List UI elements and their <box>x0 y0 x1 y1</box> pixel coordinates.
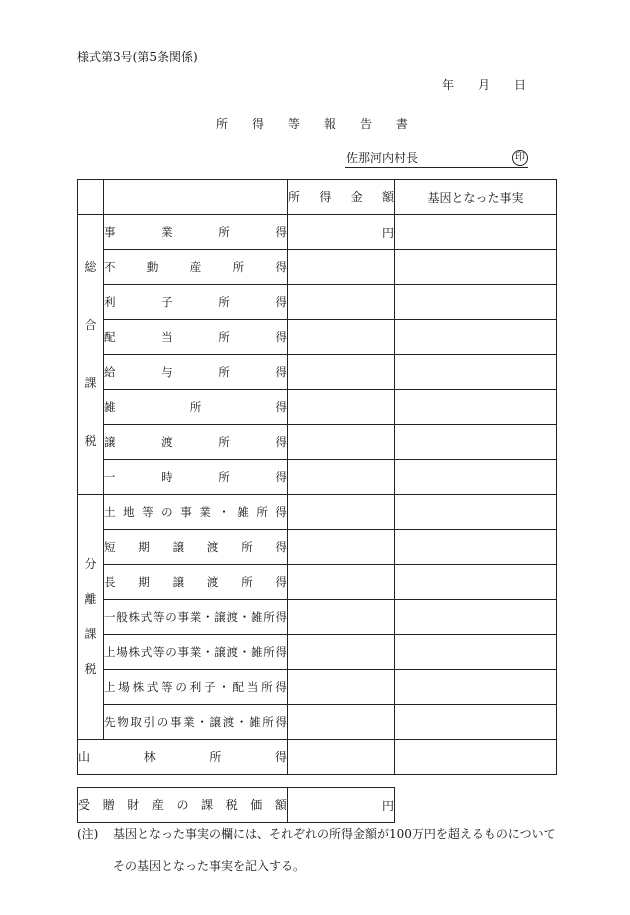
table-row <box>78 530 557 565</box>
glyph: 取 <box>130 715 142 729</box>
glyph: 等 <box>153 610 165 624</box>
glyph: 所 <box>189 400 202 414</box>
item-cell <box>104 705 288 740</box>
basis-cell <box>395 425 557 460</box>
table-row <box>78 705 557 740</box>
gift-label-cell <box>78 788 288 823</box>
glyph: 渡 <box>206 540 219 554</box>
item-label <box>104 260 287 274</box>
glyph: 土 <box>104 505 116 519</box>
glyph: 財 <box>127 798 140 812</box>
item-cell <box>104 460 288 495</box>
item-label <box>104 680 287 694</box>
table-row <box>78 320 557 355</box>
gift-label <box>78 798 287 812</box>
table-row <box>78 460 557 495</box>
glyph: 課 <box>84 376 97 391</box>
glyph: 一 <box>104 470 116 484</box>
year-label: 年 <box>442 78 455 92</box>
table-row <box>78 495 557 530</box>
glyph: 価 <box>250 798 263 812</box>
glyph: 得 <box>275 400 287 414</box>
glyph: 所 <box>218 435 230 449</box>
amount-cell <box>288 740 395 775</box>
amount-cell <box>288 390 395 425</box>
glyph: 地 <box>123 505 135 519</box>
glyph: 事 <box>177 610 189 624</box>
amount-cell <box>288 215 395 250</box>
item-cell <box>104 635 288 670</box>
glyph: 所 <box>218 225 230 239</box>
glyph: 所 <box>218 330 230 344</box>
amount-cell <box>288 705 395 740</box>
income-table <box>77 179 557 775</box>
header-amount-label <box>288 190 394 204</box>
header-row <box>78 180 557 215</box>
item-cell <box>104 600 288 635</box>
item-cell <box>104 495 288 530</box>
header-basis-label: 基因となった事実 <box>427 190 524 205</box>
basis-cell <box>395 740 557 775</box>
glyph: 利 <box>104 295 116 309</box>
glyph: 得 <box>275 225 287 239</box>
glyph: 時 <box>161 470 173 484</box>
basis-cell <box>395 390 557 425</box>
glyph: 譲 <box>214 645 226 659</box>
glyph: 雑 <box>251 610 263 624</box>
glyph: 渡 <box>222 715 235 729</box>
glyph: の <box>161 505 173 519</box>
basis-cell <box>395 495 557 530</box>
glyph: 税 <box>84 434 97 449</box>
glyph: 所 <box>256 505 268 519</box>
amount-cell <box>288 565 395 600</box>
glyph: 式 <box>140 645 153 659</box>
glyph: 式 <box>140 610 153 624</box>
glyph: 総 <box>84 259 97 274</box>
glyph: 所 <box>261 680 273 694</box>
glyph: 業 <box>199 505 211 519</box>
glyph: 得 <box>274 750 287 764</box>
glyph: ・ <box>238 610 251 624</box>
table-row <box>78 285 557 320</box>
glyph: ・ <box>202 645 214 659</box>
glyph: 得 <box>275 680 287 694</box>
glyph: 等 <box>153 645 165 659</box>
table-row <box>78 215 557 250</box>
glyph: 産 <box>189 260 202 274</box>
glyph: 子 <box>203 680 216 694</box>
glyph: 当 <box>246 680 259 694</box>
glyph: ・ <box>235 715 248 729</box>
table-row-forestry <box>78 740 557 775</box>
glyph: 所 <box>263 610 275 624</box>
glyph: 税 <box>84 662 97 677</box>
category-cell-general <box>78 215 104 495</box>
glyph: ・ <box>202 610 214 624</box>
glyph: 譲 <box>214 610 226 624</box>
table-row <box>78 250 557 285</box>
item-label <box>104 470 287 484</box>
glyph: 得 <box>319 190 332 204</box>
glyph: 離 <box>84 591 97 606</box>
glyph: 所 <box>263 645 275 659</box>
item-label <box>104 505 287 519</box>
table-row <box>78 390 557 425</box>
glyph: 金 <box>350 190 363 204</box>
glyph: 譲 <box>172 575 185 589</box>
category-label-general <box>84 217 98 493</box>
date-line <box>442 78 526 92</box>
glyph: 得 <box>275 330 287 344</box>
glyph: 所 <box>218 295 230 309</box>
glyph: 物 <box>117 715 129 729</box>
item-label <box>104 575 287 589</box>
amount-cell <box>288 670 395 705</box>
glyph: 上 <box>104 645 116 659</box>
glyph: 引 <box>143 715 156 729</box>
note-label: (注) <box>77 827 99 841</box>
note-text-line: その基因となった事実を記入する。 <box>113 859 306 873</box>
glyph: 得 <box>275 645 287 659</box>
note-text-line: 基因となった事実の欄には、それぞれの所得金額が100万円を超えるものについて <box>113 827 556 841</box>
glyph: 渡 <box>226 645 238 659</box>
glyph: 山 <box>78 750 91 764</box>
glyph: 業 <box>161 225 173 239</box>
glyph: 得 <box>275 505 287 519</box>
header-blank-category <box>78 180 104 215</box>
glyph: の <box>156 715 169 729</box>
amount-cell <box>288 530 395 565</box>
glyph: 株 <box>132 680 145 694</box>
glyph: 得 <box>251 117 264 131</box>
glyph: の <box>165 645 177 659</box>
glyph: ・ <box>238 645 251 659</box>
glyph: 税 <box>225 798 238 812</box>
glyph: 得 <box>275 260 287 274</box>
currency-unit: 円 <box>381 225 394 240</box>
gift-value-table <box>77 787 395 823</box>
glyph: の <box>175 680 187 694</box>
table-row <box>78 635 557 670</box>
glyph: 等 <box>161 680 173 694</box>
page-title <box>216 117 408 131</box>
item-cell <box>104 425 288 460</box>
glyph: 子 <box>161 295 173 309</box>
glyph: 贈 <box>102 798 115 812</box>
glyph: 場 <box>118 680 130 694</box>
glyph: 期 <box>138 575 150 589</box>
item-cell <box>104 670 288 705</box>
glyph: 譲 <box>172 540 185 554</box>
basis-cell <box>395 600 557 635</box>
glyph: 得 <box>275 540 287 554</box>
glyph: 得 <box>275 435 287 449</box>
item-cell <box>104 250 288 285</box>
glyph: 式 <box>146 680 159 694</box>
glyph: 書 <box>395 117 408 131</box>
category-cell-separate <box>78 495 104 740</box>
glyph: 得 <box>275 365 287 379</box>
table-row <box>78 600 557 635</box>
glyph: 所 <box>288 190 301 204</box>
item-cell <box>104 355 288 390</box>
glyph: ・ <box>196 715 208 729</box>
glyph: 渡 <box>226 610 238 624</box>
glyph: 事 <box>104 225 116 239</box>
seal-mark: 印 <box>512 150 528 166</box>
gift-row <box>78 788 395 823</box>
item-label <box>104 715 287 729</box>
glyph: 合 <box>84 317 97 332</box>
glyph: の <box>165 610 177 624</box>
glyph: 業 <box>183 715 195 729</box>
glyph: 等 <box>142 505 154 519</box>
glyph: 雑 <box>251 645 263 659</box>
header-basis-cell <box>395 180 557 215</box>
glyph: 得 <box>275 295 287 309</box>
glyph: 般 <box>116 610 128 624</box>
basis-cell <box>395 670 557 705</box>
glyph: 課 <box>84 627 97 642</box>
basis-cell <box>395 530 557 565</box>
table-row <box>78 670 557 705</box>
glyph: 額 <box>274 798 287 812</box>
glyph: 雑 <box>104 400 116 414</box>
item-label <box>104 400 287 414</box>
glyph: 所 <box>216 117 229 131</box>
glyph: 所 <box>218 470 230 484</box>
item-label <box>104 330 287 344</box>
glyph: 株 <box>128 645 140 659</box>
glyph: 業 <box>189 645 202 659</box>
glyph: 短 <box>104 540 116 554</box>
glyph: 譲 <box>209 715 221 729</box>
glyph: 渡 <box>161 435 173 449</box>
forestry-label <box>78 750 287 764</box>
glyph: ・ <box>218 680 230 694</box>
glyph: 得 <box>275 610 287 624</box>
amount-cell <box>288 495 395 530</box>
glyph: 所 <box>209 750 222 764</box>
basis-cell <box>395 460 557 495</box>
item-label <box>104 610 287 624</box>
gift-amount-cell <box>288 788 395 823</box>
item-label <box>104 540 287 554</box>
basis-cell <box>395 705 557 740</box>
amount-cell <box>288 425 395 460</box>
amount-cell <box>288 635 395 670</box>
glyph: 配 <box>232 680 245 694</box>
item-cell <box>104 320 288 355</box>
glyph: 得 <box>275 470 287 484</box>
glyph: 所 <box>262 715 274 729</box>
glyph: 所 <box>241 575 253 589</box>
glyph: 利 <box>189 680 202 694</box>
basis-cell <box>395 250 557 285</box>
glyph: ・ <box>218 505 230 519</box>
item-cell <box>104 565 288 600</box>
addressee-underline <box>345 167 528 168</box>
table-row <box>78 355 557 390</box>
glyph: 告 <box>359 117 372 131</box>
glyph: 与 <box>161 365 173 379</box>
gift-currency-unit: 円 <box>381 798 394 813</box>
table-row <box>78 425 557 460</box>
glyph: 上 <box>104 680 116 694</box>
glyph: 事 <box>169 715 182 729</box>
item-cell <box>104 285 288 320</box>
glyph: 業 <box>189 610 202 624</box>
basis-cell <box>395 635 557 670</box>
glyph: 産 <box>151 798 164 812</box>
header-blank-item <box>104 180 288 215</box>
glyph: 林 <box>143 750 156 764</box>
glyph: 期 <box>138 540 150 554</box>
item-label <box>104 645 287 659</box>
glyph: 課 <box>201 798 214 812</box>
glyph: 当 <box>161 330 173 344</box>
amount-cell <box>288 355 395 390</box>
item-cell <box>104 215 288 250</box>
glyph: 等 <box>287 117 300 131</box>
glyph: 配 <box>104 330 116 344</box>
table-row <box>78 565 557 600</box>
glyph: 事 <box>180 505 192 519</box>
item-label <box>104 435 287 449</box>
forestry-cell <box>78 740 288 775</box>
amount-cell <box>288 460 395 495</box>
amount-cell <box>288 285 395 320</box>
glyph: 不 <box>104 260 116 274</box>
glyph: 一 <box>104 610 116 624</box>
glyph: 渡 <box>206 575 219 589</box>
item-label <box>104 225 287 239</box>
item-label <box>104 365 287 379</box>
glyph: 株 <box>128 610 140 624</box>
month-label: 月 <box>477 78 490 92</box>
glyph: 得 <box>275 715 287 729</box>
glyph: 先 <box>104 715 116 729</box>
basis-cell <box>395 285 557 320</box>
basis-cell <box>395 355 557 390</box>
addressee: 佐那河内村長 <box>346 151 419 165</box>
amount-cell <box>288 600 395 635</box>
basis-cell <box>395 320 557 355</box>
day-label: 日 <box>513 78 526 92</box>
form-number: 様式第3号(第5条関係) <box>77 50 198 64</box>
glyph: 雑 <box>249 715 261 729</box>
item-cell <box>104 530 288 565</box>
glyph: 受 <box>78 798 91 812</box>
amount-cell <box>288 320 395 355</box>
glyph: 譲 <box>104 435 116 449</box>
basis-cell <box>395 565 557 600</box>
glyph: 事 <box>177 645 189 659</box>
glyph: 額 <box>381 190 394 204</box>
glyph: 分 <box>84 556 97 571</box>
glyph: の <box>176 798 189 812</box>
header-amount-cell <box>288 180 395 215</box>
glyph: 給 <box>104 365 116 379</box>
glyph: 動 <box>146 260 159 274</box>
glyph: 所 <box>241 540 253 554</box>
glyph: 長 <box>104 575 116 589</box>
glyph: 得 <box>275 575 287 589</box>
basis-cell <box>395 215 557 250</box>
glyph: 所 <box>218 365 230 379</box>
amount-cell <box>288 250 395 285</box>
glyph: 所 <box>232 260 245 274</box>
category-label-separate <box>84 497 98 738</box>
item-label <box>104 295 287 309</box>
glyph: 雑 <box>237 505 249 519</box>
glyph: 場 <box>116 645 128 659</box>
glyph: 報 <box>323 117 336 131</box>
item-cell <box>104 390 288 425</box>
